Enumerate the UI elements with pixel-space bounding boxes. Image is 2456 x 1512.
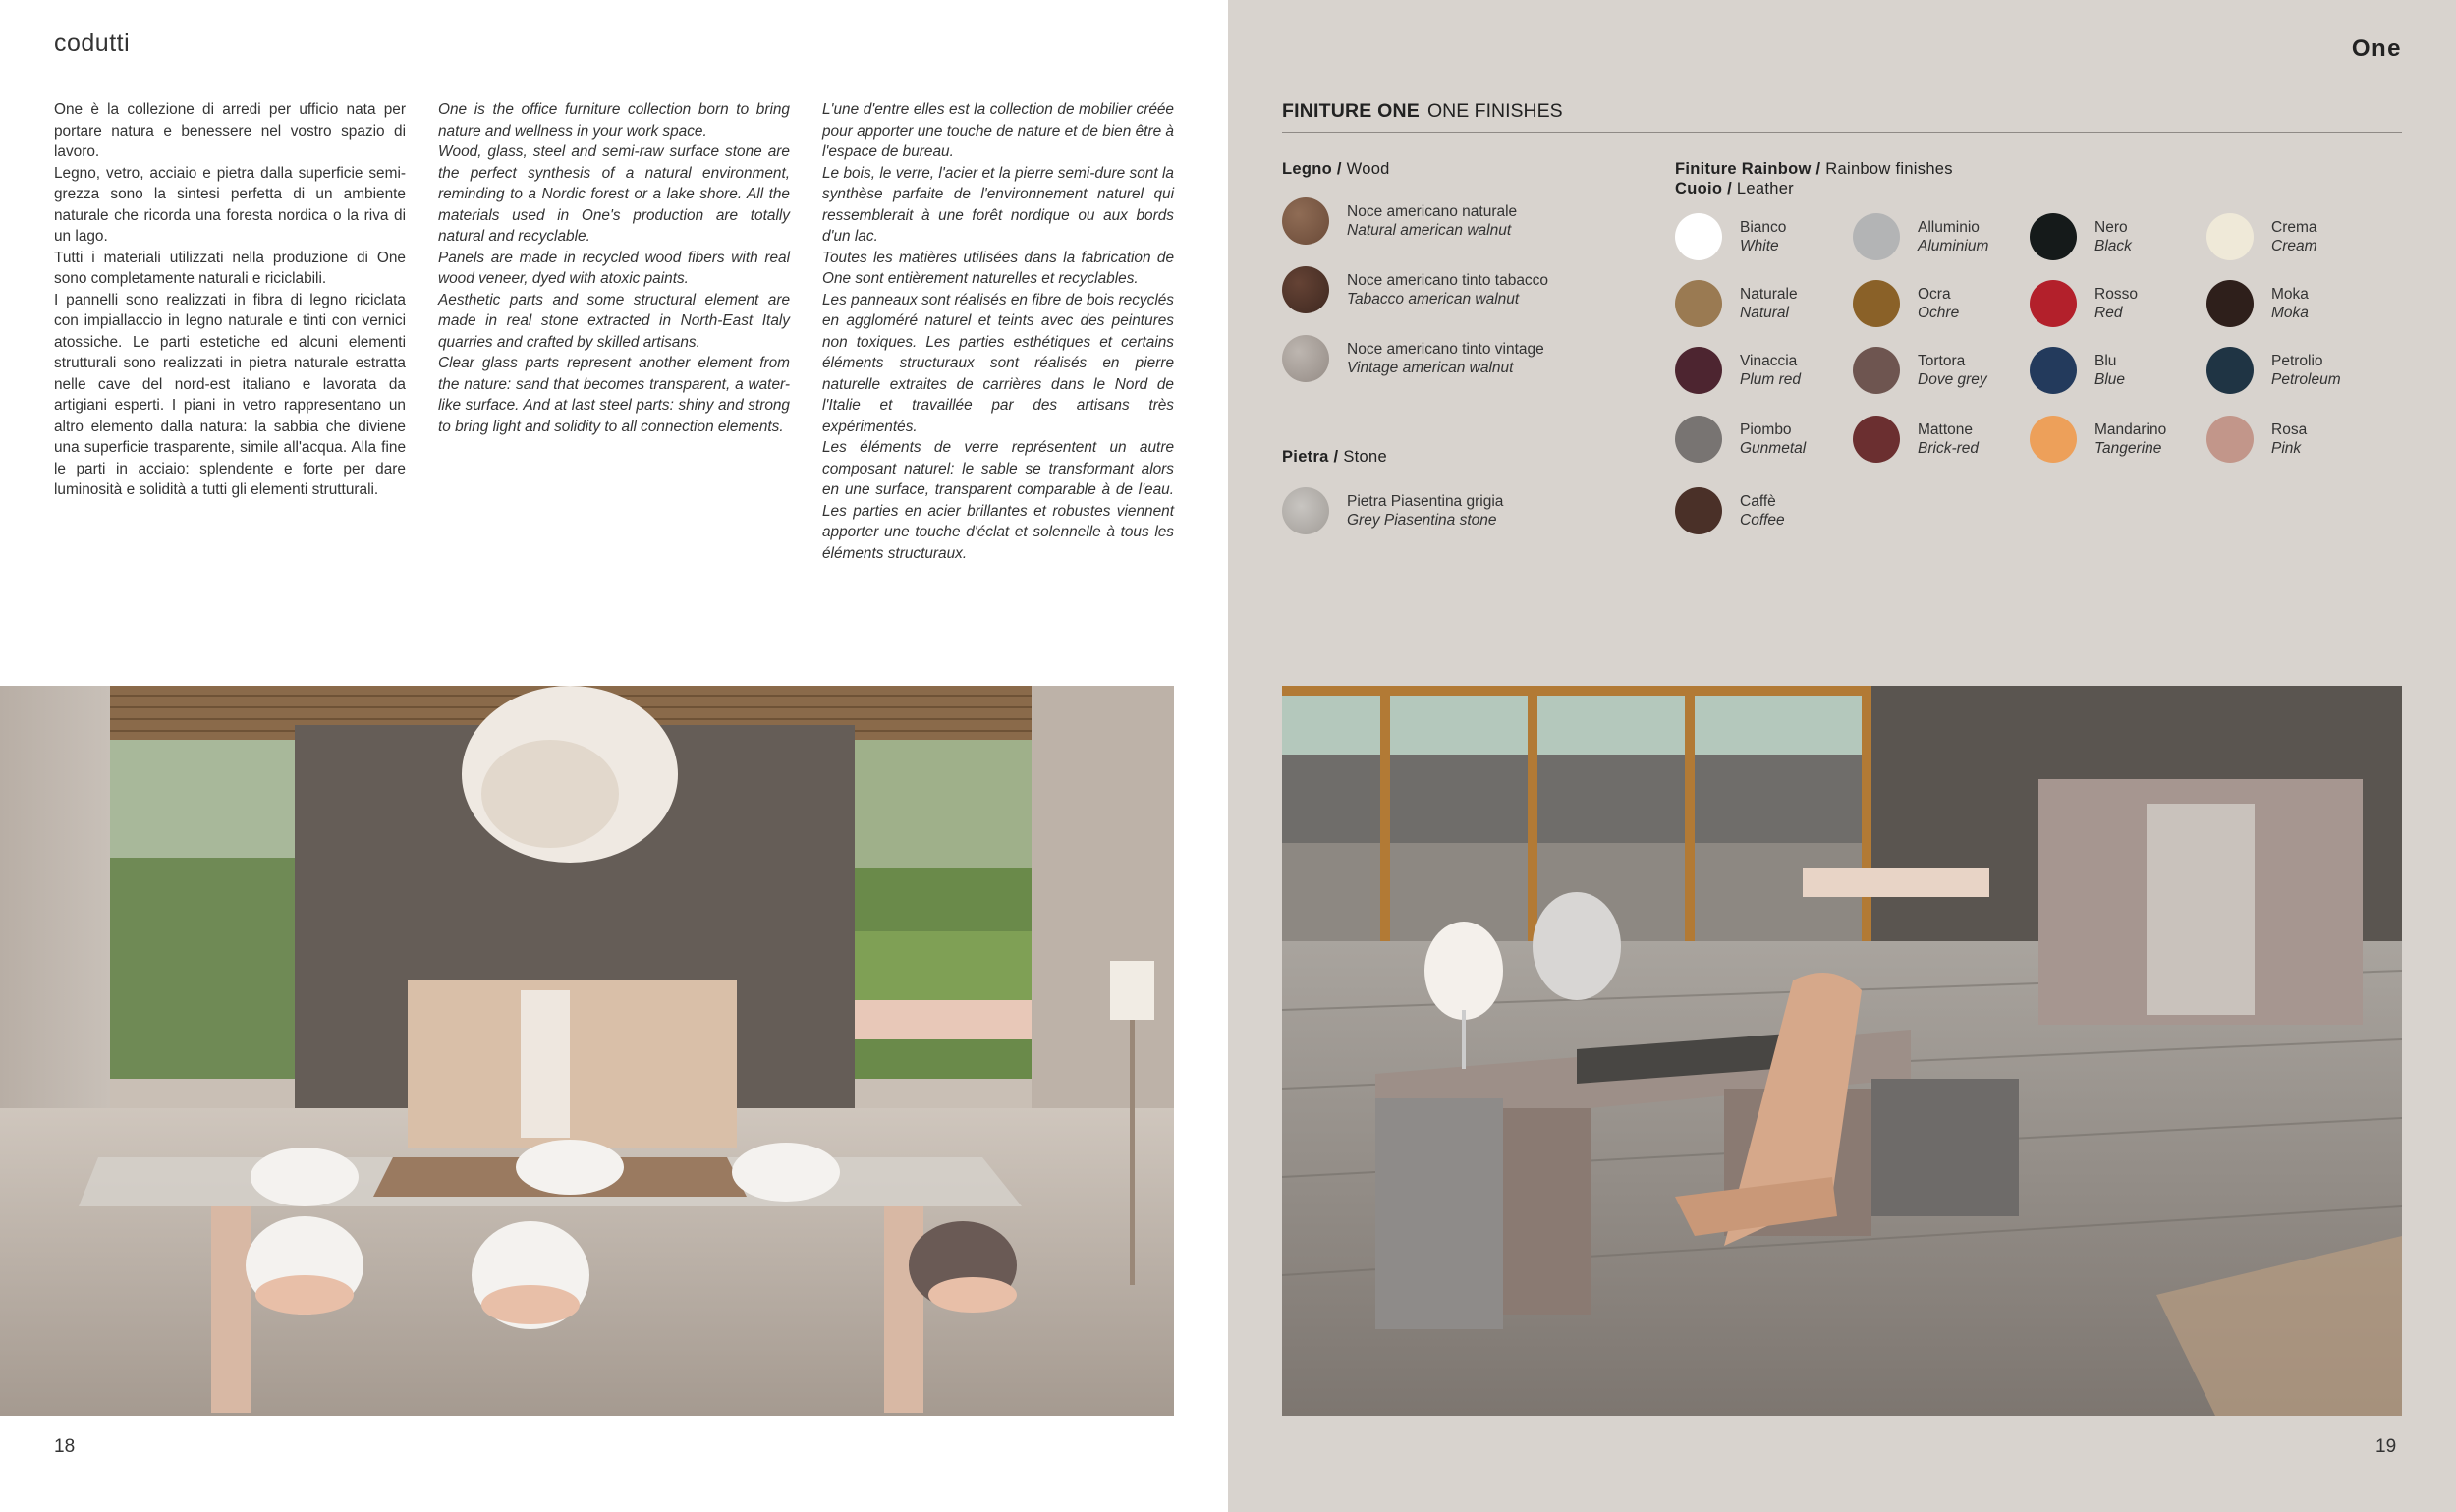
swatch-name: Blu xyxy=(2094,353,2117,369)
color-swatch xyxy=(1853,213,1988,260)
collection-title: One xyxy=(2351,35,2402,62)
color-swatch-dot xyxy=(1675,487,1722,534)
french-paragraph: Toutes les matières utilisées dans la fabrication de One sont entièrement naturelles et recyclables. xyxy=(822,249,1174,287)
french-text-column xyxy=(822,99,1174,564)
swatch-name-en: Coffee xyxy=(1740,512,1785,529)
wood-swatch-dot xyxy=(1282,335,1329,382)
english-paragraph: Wood, glass, steel and semi-raw surface stone are the perfect synthesis of a natural environment, reminding to a Nordic forest or a lake shore. All the materials used in One's production are totally natural and recyclable. xyxy=(438,143,790,245)
meeting-room-photo xyxy=(0,686,1174,1416)
color-swatch xyxy=(1675,280,1798,327)
wood-swatch-dot xyxy=(1282,197,1329,245)
french-paragraph: Le bois, le verre, l'acier et la pierre semi-dure sont la synthèse parfaite de l'environnement naturel qui ressemblerait à une forêt nordique ou aux bords d'un lac. xyxy=(822,164,1174,245)
color-swatch-dot xyxy=(2030,347,2077,394)
leather-heading-it: Cuoio / xyxy=(1675,180,1733,197)
english-paragraph: Panels are made in recycled wood fibers with real wood veneer, dyed with atoxic paints. xyxy=(438,249,790,287)
swatch-name: Mandarino xyxy=(2094,421,2167,438)
finishes-title-en: ONE FINISHES xyxy=(1427,100,1563,122)
swatch-name: Vinaccia xyxy=(1740,353,1798,369)
swatch-name-en: Red xyxy=(2094,305,2123,321)
italian-text-column xyxy=(54,99,406,501)
swatch-name: Pietra Piasentina grigia xyxy=(1347,493,1504,510)
italian-paragraph: One è la collezione di arredi per ufficio nata per portare natura e benessere nel vostro spazio di lavoro. xyxy=(54,101,406,160)
stone-heading-it: Pietra / xyxy=(1282,448,1339,466)
swatch-name: Noce americano naturale xyxy=(1347,203,1518,220)
color-swatch-dot xyxy=(1853,280,1900,327)
swatch-name-en: Vintage american walnut xyxy=(1347,360,1514,376)
swatch-name-en: Natural american walnut xyxy=(1347,222,1512,239)
office-desk-photo xyxy=(1282,686,2402,1416)
italian-paragraph: Tutti i materiali utilizzati nella produzione di One sono completamente naturali e riciclabili. xyxy=(54,249,406,287)
swatch-name: Noce americano tinto tabacco xyxy=(1347,272,1549,289)
divider xyxy=(1282,132,2402,133)
wood-swatch xyxy=(1282,266,1548,313)
swatch-name: Petrolio xyxy=(2271,353,2323,369)
stone-heading xyxy=(1282,447,1387,467)
rainbow-heading xyxy=(1675,159,1953,198)
color-swatch-dot xyxy=(2030,213,2077,260)
swatch-name-en: Grey Piasentina stone xyxy=(1347,512,1497,529)
color-swatch-dot xyxy=(2030,280,2077,327)
page-number: 19 xyxy=(2375,1436,2397,1457)
swatch-name: Naturale xyxy=(1740,286,1798,303)
swatch-name: Nero xyxy=(2094,219,2128,236)
swatch-name-en: Tangerine xyxy=(2094,440,2162,457)
english-paragraph: Clear glass parts represent another element from the nature: sand that becomes transparent, a water-like surface. And at last steel parts: shiny and strong to bring light and solidity to all connection elements. xyxy=(438,355,790,435)
color-swatch xyxy=(1675,416,1806,463)
color-swatch xyxy=(2030,280,2138,327)
swatch-name-en: Natural xyxy=(1740,305,1789,321)
swatch-name: Rosa xyxy=(2271,421,2308,438)
swatch-name-en: Petroleum xyxy=(2271,371,2341,388)
stone-swatch-dot xyxy=(1282,487,1329,534)
color-swatch-dot xyxy=(1675,347,1722,394)
swatch-name-en: Pink xyxy=(2271,440,2302,457)
color-swatch-dot xyxy=(2206,416,2254,463)
finishes-title xyxy=(1282,100,1563,123)
english-text-column xyxy=(438,99,790,437)
swatch-name: Rosso xyxy=(2094,286,2138,303)
italian-paragraph: I pannelli sono realizzati in fibra di legno riciclata con impiallaccio in legno naturale e tinti con vernici atossiche. Le parti estetiche ed alcuni elementi strutturali sono realizzati in pietra naturale estratta nelle cave del nord-est italiano e lavorata da artigiani esperti. I piani in vetro rappresentano un altro elemento dalla natura: la sabbia che diviene una superficie trasparente, simile all'acqua. Alla fine le parti in acciaio: splendente e forte per dare luminosità e solidità a tutti gli elementi strutturali. xyxy=(54,291,406,498)
wood-heading xyxy=(1282,159,1390,179)
color-swatch-dot xyxy=(1853,347,1900,394)
swatch-name-en: Gunmetal xyxy=(1740,440,1807,457)
brand-logo: codutti xyxy=(54,29,131,57)
swatch-name-en: Blue xyxy=(2094,371,2126,388)
color-swatch-dot xyxy=(2030,416,2077,463)
swatch-name-en: Plum red xyxy=(1740,371,1802,388)
swatch-name: Bianco xyxy=(1740,219,1787,236)
swatch-name: Noce americano tinto vintage xyxy=(1347,341,1544,358)
swatch-name-en: Black xyxy=(2094,238,2132,254)
swatch-name-en: Cream xyxy=(2271,238,2317,254)
color-swatch-dot xyxy=(1675,280,1722,327)
wood-swatch xyxy=(1282,335,1544,382)
rainbow-heading-it: Finiture Rainbow / xyxy=(1675,160,1821,178)
color-swatch-dot xyxy=(1853,416,1900,463)
color-swatch xyxy=(1675,347,1801,394)
swatch-name: Ocra xyxy=(1918,286,1951,303)
wood-swatch-dot xyxy=(1282,266,1329,313)
color-swatch-dot xyxy=(2206,280,2254,327)
swatch-name-en: Dove grey xyxy=(1918,371,1987,388)
swatch-name-en: Aluminium xyxy=(1918,238,1989,254)
stone-heading-en: Stone xyxy=(1343,448,1387,466)
french-paragraph: Les éléments de verre représentent un autre composant naturel: le sable se transformant alors en une surface, transparent comparable à de l'eau. Les parties en acier brillantes et robustes viennent apporter une touche d'éclat et solennelle à tous les éléments structuraux. xyxy=(822,439,1174,562)
english-paragraph: Aesthetic parts and some structural element are made in real stone extracted in North-East Italy quarries and crafted by skilled artisans. xyxy=(438,291,790,351)
french-paragraph: Les panneaux sont réalisés en fibre de bois recyclés en aggloméré naturel et teints avec des peintures non toxiques. Les parties esthétiques et certains éléments structuraux sont réalisés en pierre naturelle extraites de carrières dans le Nord de l'Italie et travaillée par des artisans très expérimentés. xyxy=(822,291,1174,435)
swatch-name: Piombo xyxy=(1740,421,1792,438)
color-swatch xyxy=(2030,213,2132,260)
color-swatch xyxy=(2206,347,2341,394)
swatch-name-en: White xyxy=(1740,238,1779,254)
swatch-name: Tortora xyxy=(1918,353,1966,369)
color-swatch-dot xyxy=(2206,347,2254,394)
swatch-name: Crema xyxy=(2271,219,2317,236)
color-swatch-dot xyxy=(2206,213,2254,260)
swatch-name: Moka xyxy=(2271,286,2309,303)
swatch-name-en: Tabacco american walnut xyxy=(1347,291,1520,308)
leather-heading-en: Leather xyxy=(1736,180,1794,197)
wood-swatch xyxy=(1282,197,1517,245)
color-swatch xyxy=(1675,213,1786,260)
swatch-name: Alluminio xyxy=(1918,219,1980,236)
color-swatch xyxy=(2206,416,2307,463)
swatch-name: Caffè xyxy=(1740,493,1776,510)
swatch-name-en: Moka xyxy=(2271,305,2309,321)
wood-heading-it: Legno / xyxy=(1282,160,1342,178)
color-swatch xyxy=(2206,213,2317,260)
color-swatch xyxy=(2030,416,2166,463)
swatch-name: Mattone xyxy=(1918,421,1974,438)
stone-swatch xyxy=(1282,487,1503,534)
swatch-name-en: Brick-red xyxy=(1918,440,1980,457)
color-swatch xyxy=(1853,347,1987,394)
color-swatch-dot xyxy=(1675,416,1722,463)
wood-heading-en: Wood xyxy=(1346,160,1390,178)
french-paragraph: L'une d'entre elles est la collection de mobilier créée pour apporter une touche de nature et de bien être à l'espace de bureau. xyxy=(822,101,1174,160)
swatch-name-en: Ochre xyxy=(1918,305,1960,321)
color-swatch xyxy=(1853,416,1979,463)
page-number: 18 xyxy=(54,1436,76,1457)
color-swatch xyxy=(1675,487,1785,534)
color-swatch xyxy=(2206,280,2309,327)
color-swatch xyxy=(2030,347,2125,394)
color-swatch-dot xyxy=(1853,213,1900,260)
english-paragraph: One is the office furniture collection born to bring nature and wellness in your work space. xyxy=(438,101,790,140)
rainbow-heading-en: Rainbow finishes xyxy=(1825,160,1953,178)
italian-paragraph: Legno, vetro, acciaio e pietra dalla superficie semi-grezza sono la sintesi perfetta di un ambiente naturale che ricorda una foresta nordica o la riva di un lago. xyxy=(54,164,406,245)
finishes-title-it: FINITURE ONE xyxy=(1282,100,1420,122)
color-swatch-dot xyxy=(1675,213,1722,260)
color-swatch xyxy=(1853,280,1959,327)
